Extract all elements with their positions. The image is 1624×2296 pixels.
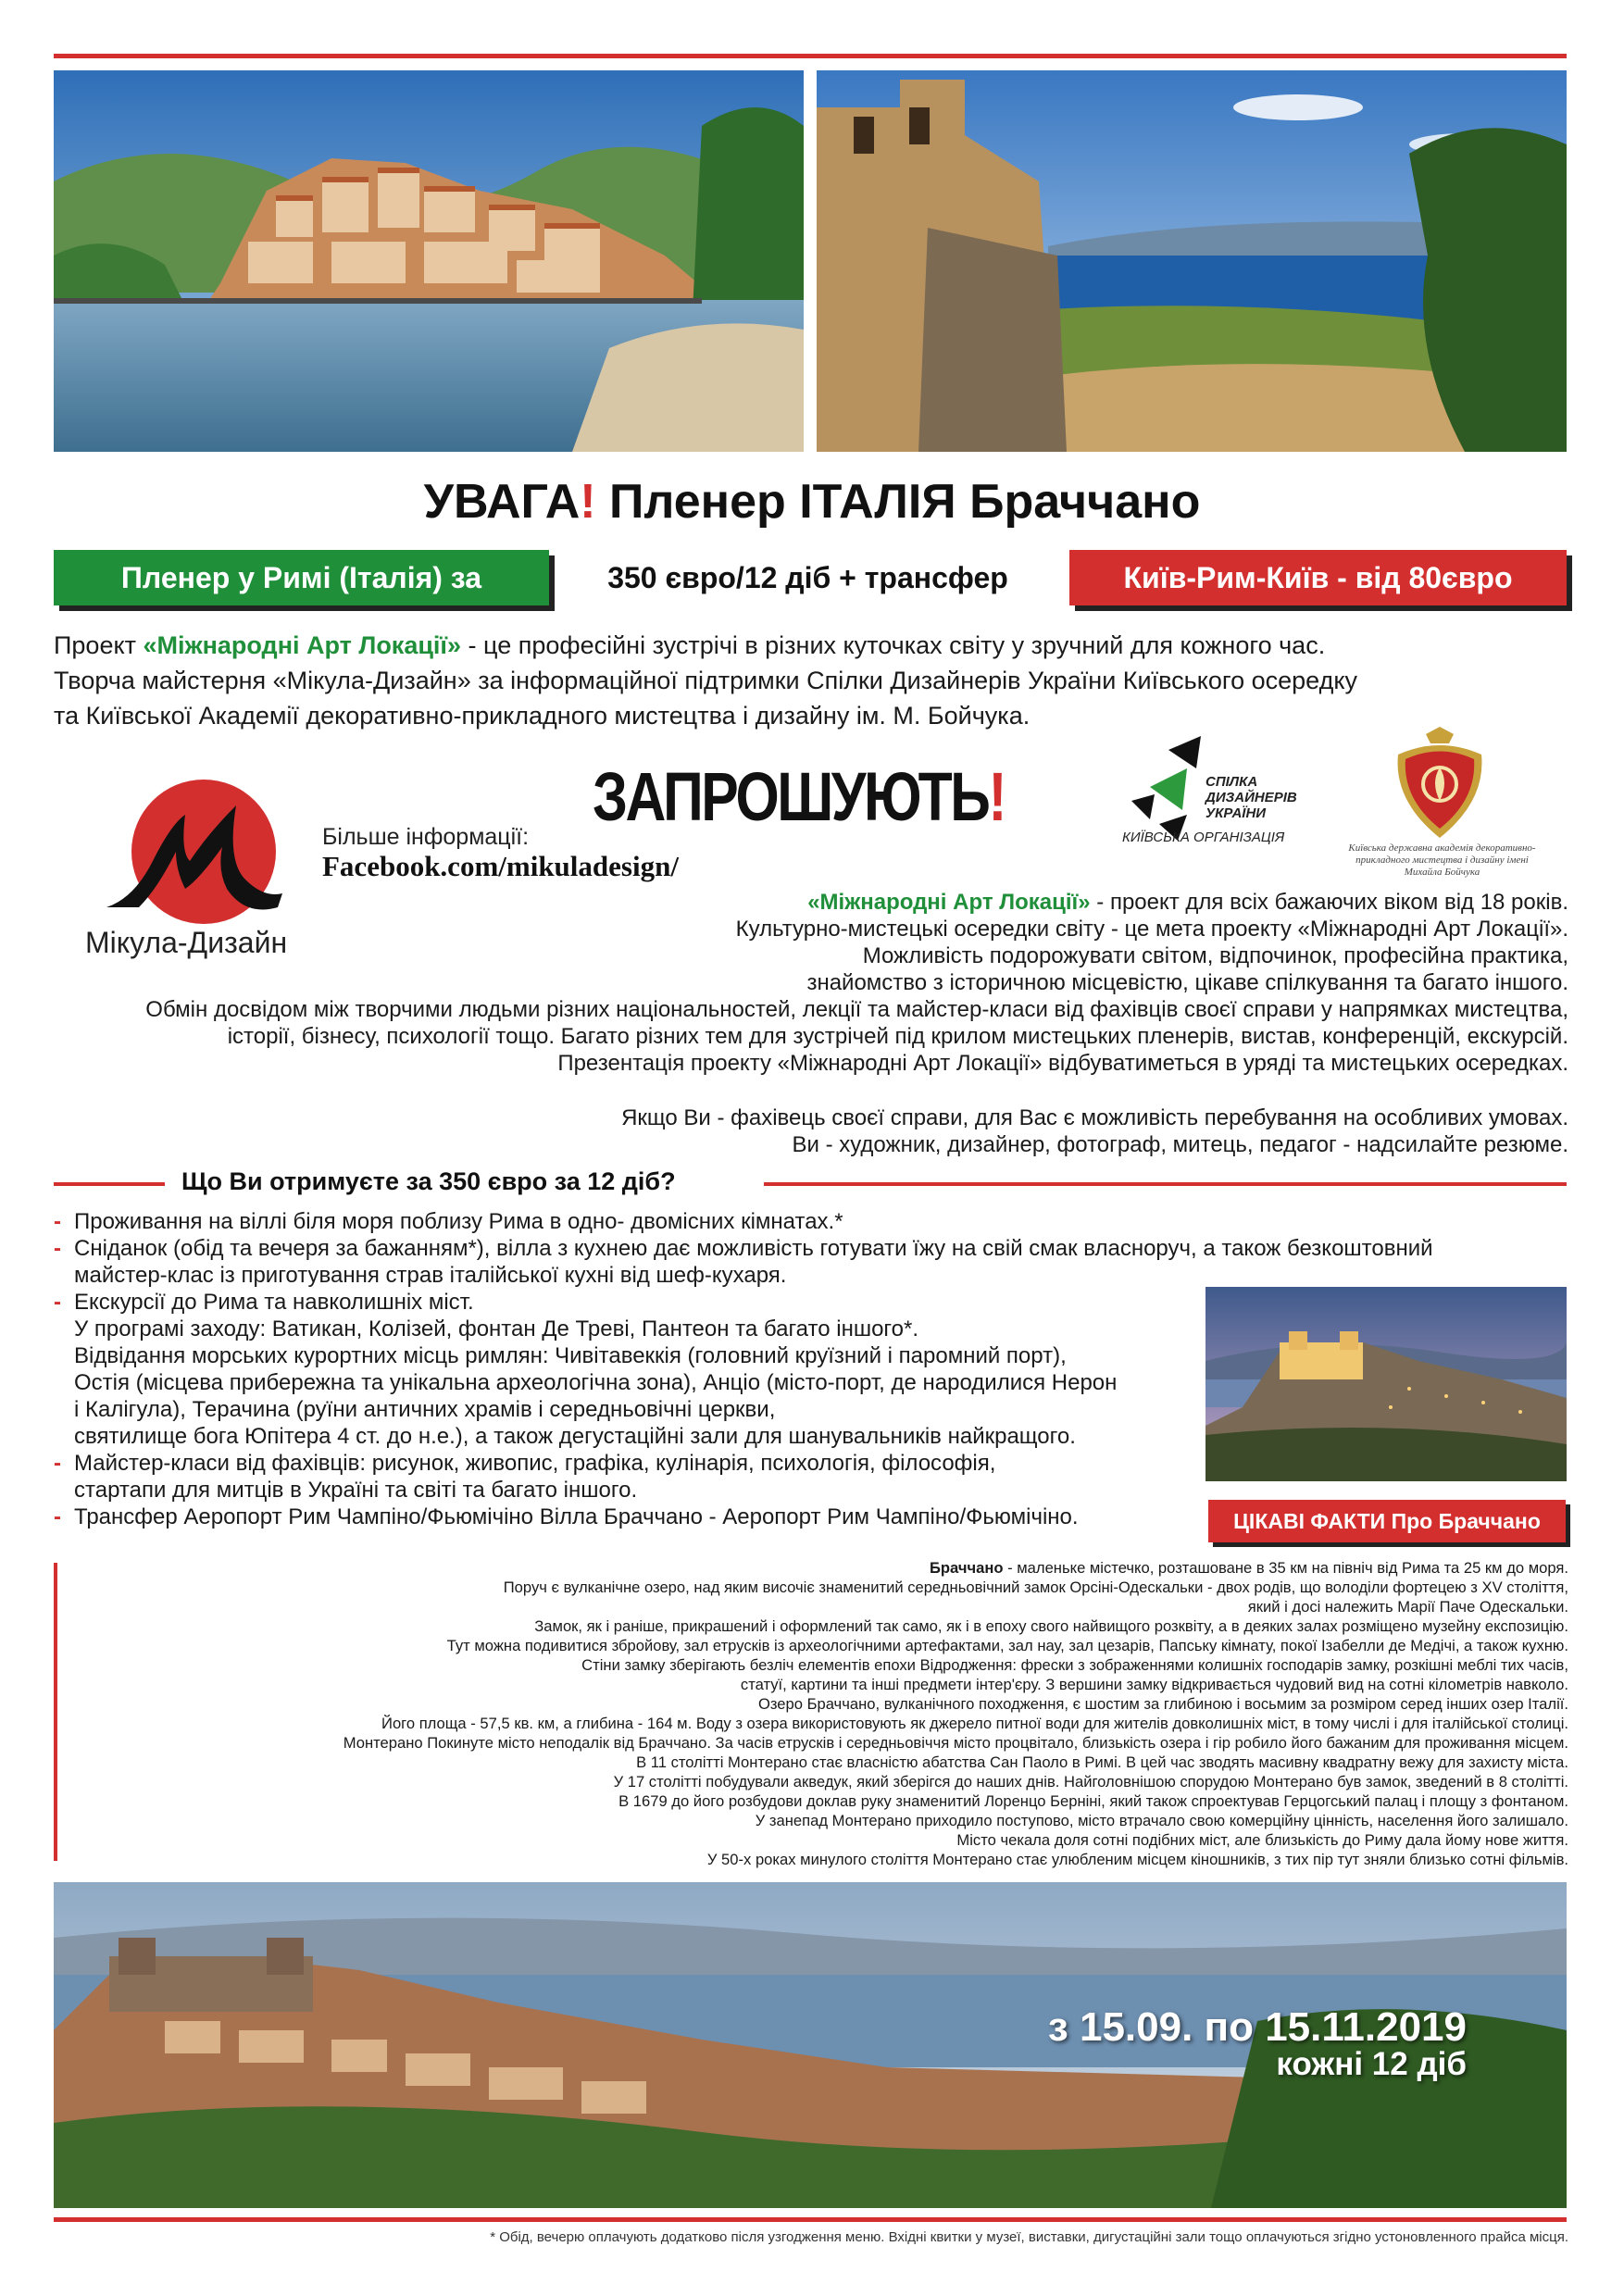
- castle-evening-photo: [1206, 1287, 1567, 1481]
- academy-emblem: [1389, 727, 1491, 842]
- footnote: * Обід, вечерю оплачують додатково після узгодження меню. Вхідні квитки у музеї, виставки, дигустаційні зали тощо оплачуються згідно устоновленного прайса місця.: [490, 2229, 1568, 2245]
- castle-lake-photo: [817, 70, 1567, 452]
- section-title: Що Ви отримуєте за 350 євро за 12 діб?: [181, 1167, 676, 1195]
- facebook-link[interactable]: Facebook.com/mikuladesign/: [322, 850, 679, 882]
- invite-exclamation: !: [988, 758, 1006, 835]
- list-item: - Сніданок (обід та вечеря за бажанням*), вілла з кухнею дає можливість готувати їжу на свій смак власноруч, а також безкоштовний майстер-клас із приготування страв італійської кухні від шеф-кухаря.: [54, 1236, 1433, 1288]
- mikula-design-name: Мікула-Дизайн: [85, 926, 288, 959]
- list-item: - Трансфер Аеропорт Рим Чампіно/Фьюмічіно Вілла Браччано - Аеропорт Рим Чампіно/Фьюмічіно.: [54, 1504, 1079, 1529]
- section-divider-left: [54, 1182, 165, 1186]
- dates-range: з 15.09. по 15.11.2019: [1047, 2004, 1467, 2050]
- more-info-label: Більше інформації:: [322, 824, 530, 850]
- top-divider: [54, 54, 1567, 58]
- title-exclamation: !: [580, 475, 596, 529]
- interesting-facts-button[interactable]: ЦІКАВІ ФАКТИ Про Браччано: [1208, 1500, 1566, 1542]
- list-item: - Майстер-класи від фахівців: рисунок, живопис, графіка, кулінарія, психологія, філософія, стартапи для митців в Україні та світі та багато іншого.: [54, 1451, 996, 1503]
- project-name-highlight: «Міжнародні Арт Локації»: [143, 631, 462, 659]
- designers-union-title: СПІЛКА ДИЗАЙНЕРІВ УКРАЇНИ: [1206, 774, 1297, 821]
- designers-union-subtitle: КИЇВСЬКА ОРГАНІЗАЦІЯ: [1122, 830, 1285, 845]
- academy-name: Київська державна академія декоративно-прикладного мистецтва і дизайну імені Михайла Бойчука: [1348, 842, 1536, 878]
- facts-accent-bar: [54, 1563, 57, 1861]
- excursion-details: У програмі заходу: Ватикан, Колізей, фонтан Де Треві, Пантеон та багато іншого*. Відвідання морських курортних місць римлян: Чивітавеккія (головний круїзний і паромний порт), Остія (місцева прибережна та унікальна археологічна зона), Анціо (місто-порт, де народилися Нерон і Калігула), Терачина (руїни античних храмів і середньовічні церкви, святилище бога Юпітера 4 ст. до н.е.), а також дегустаційні зали для шанувальників найкращого.: [74, 1316, 1118, 1449]
- page-title: УВАГА! Пленер ІТАЛІЯ Браччано: [423, 475, 1201, 529]
- lakeside-town-photo: [54, 70, 804, 452]
- intro-paragraph: Проект «Міжнародні Арт Локації» - це професійні зустрічі в різних куточках світу у зручний для кожного час. Творча майстерня «Мікула-Дизайн» за інформаційної підтримки Спілки Дизайнерів України Київського осередку та Київської Академії декоративно-прикладного мистецтва і дизайну ім. М. Бойчука.: [54, 631, 1357, 730]
- banner-plein-air: Пленер у Римі (Італія) за: [54, 550, 549, 605]
- project-description: «Міжнародні Арт Локації» - проект для всіх бажаючих віком від 18 років. Культурно-мистецькі осередки світу - це мета проекту «Міжнародні Арт Локації». Можливість подорожувати світом, відпочинок, професійна практика, знайомство з історичною місцевістю, цікаве спілкування та багато іншого. Обмін досвідом між творчими людьми різних національностей, лекції та майстер-класи від фахівців своєї справи у напрямках мистецтва, історії, бізнесу, психології тощо. Багато різних тем для зустрічей під крилом мистецьких пленерів, вистав, конференцій, екскурсій. Презентація проекту «Міжнародні Арт Локації» відбуватиметься в уряді та мистецьких осередках. Якщо Ви - фахівець своєї справи, для Вас є можливість перебування на особливих умовах. Ви - художник, дизайнер, фотограф, митець, педагог - надсилайте резюме.: [145, 890, 1568, 1157]
- invite-headline: ЗАПРОШУЮТЬ!: [593, 758, 1006, 835]
- banner-flights: Київ-Рим-Київ - від 80євро: [1069, 550, 1567, 605]
- bracciano-facts: Браччано - маленьке містечко, розташоване в 35 км на північ від Рима та 25 км до моря. Поруч є вулканічне озеро, над яким височіє знаменитий середньовічний замок Орсіні-Одескальки - двох родів, що володіли фортецею з XV століття, який і досі належить Марії Паче Одескальки. Замок, як і раніше, прикрашений і оформлений так само, як і в епоху свого найвищого розквіту, а в деяких залах розміщено музейну експозицію. Тут можна подивитися збройову, зал етрусків із археологічними артефактами, зал нау, зал цезарів, Папську кімнату, покої Ізабелли де Медічі, а також кухню. Стіни замку зберігають безліч елементів епохи Відродження: фрески з зображеннями колишніх господарів замку, розкішні меблі тих часів, статуї, картини та інші предмети інтер'єру. З вершини замку відкривається чудовий вид на сотні кілометрів навколо. Озеро Браччано, вулканічного походження, є шостим за глибиною і восьмим за розміром серед інших озер Італії. Його площа - 57,5 кв. км, а глибина - 164 м. Воду з озера використовують як джерело питної води для жителів довколишніх міст, в тому числі і для італійської столиці. Монтерано Покинуте місто неподалік від Браччано. За часів етрусків і середньовіччя місто процвітало, близькість озера і гір робило його бажаним для проживання місцем. В 11 столітті Монтерано стає власністю абатства Сан Паоло в Римі. В цей час зводять масивну квадратну вежу для захисту міста. У 17 столітті побудували акведук, який зберігся до наших днів. Найголовнішою спорудою Монтерано був замок, зведений в 8 столітті. В 1679 до його розбудови доклав руку знаменитий Лоренцо Берніні, який також спроектував Герцогський палац і площу з фонтаном. У занепад Монтерано приходило поступово, місто втрачало свою комерційну цінність, населення його залишало. Місто чекала доля сотні подібних міст, але близькість до Риму дала йому нове життя. У 50-х роках минулого століття Монтерано стає улюбленим місцем кіношників, з тих пір тут зняли близько сотні фільмів.: [343, 1559, 1568, 1868]
- section-divider-right: [764, 1182, 1567, 1186]
- project-name-highlight-2: «Міжнародні Арт Локації»: [807, 890, 1091, 915]
- list-item: - Екскурсії до Рима та навколишніх міст.: [54, 1290, 474, 1315]
- bottom-divider: [54, 2217, 1567, 2222]
- banner-price: 350 євро/12 діб + трансфер: [607, 561, 1008, 594]
- dates-frequency: кожні 12 діб: [1276, 2046, 1467, 2082]
- list-item: - Проживання на віллі біля моря поблизу Рима в одно- двомісних кімнатах.*: [54, 1209, 843, 1234]
